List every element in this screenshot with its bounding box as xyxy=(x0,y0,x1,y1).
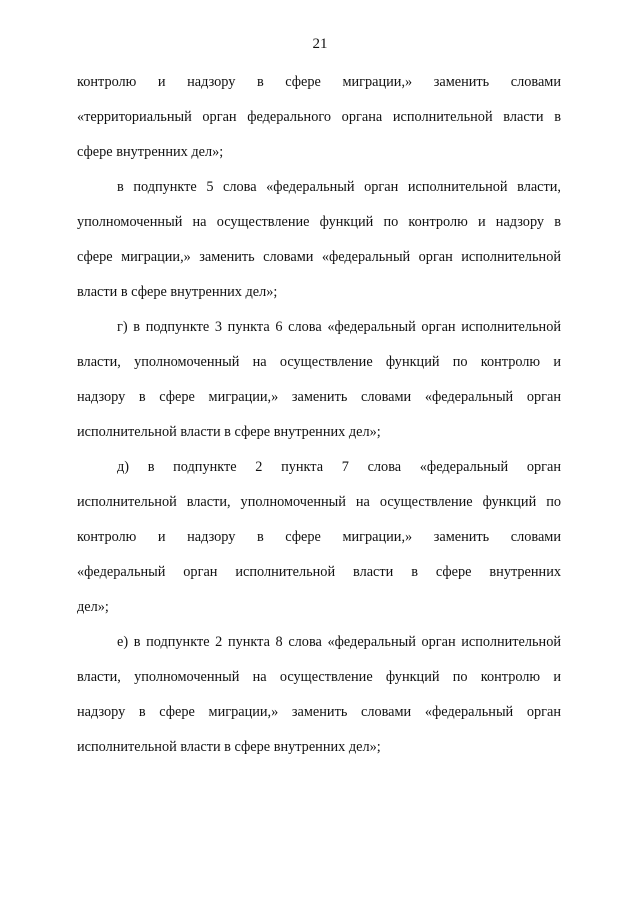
text-line: е) в подпункте 2 пункта 8 слова «федеральный орган исполнительной xyxy=(117,634,561,650)
text-line: власти в сфере внутренних дел»; xyxy=(77,284,278,300)
text-line: сфере внутренних дел»; xyxy=(77,144,224,160)
text-line: контролю и надзору в сфере миграции,» заменить словами xyxy=(77,74,561,90)
text-line: «федеральный орган исполнительной власти в сфере внутренних xyxy=(77,564,561,580)
text-line: сфере миграции,» заменить словами «федеральный орган исполнительной xyxy=(77,249,561,265)
text-line: контролю и надзору в сфере миграции,» заменить словами xyxy=(77,529,561,545)
text-line: надзору в сфере миграции,» заменить словами «федеральный орган xyxy=(77,389,561,405)
text-line: д) в подпункте 2 пункта 7 слова «федеральный орган xyxy=(117,459,561,475)
text-line: исполнительной власти в сфере внутренних дел»; xyxy=(77,424,381,440)
text-line: в подпункте 5 слова «федеральный орган исполнительной власти, xyxy=(117,179,561,195)
text-line: уполномоченный на осуществление функций по контролю и надзору в xyxy=(77,214,561,230)
text-line: власти, уполномоченный на осуществление функций по контролю и xyxy=(77,354,561,370)
text-line: «территориальный орган федерального органа исполнительной власти в xyxy=(77,109,561,125)
text-line: власти, уполномоченный на осуществление функций по контролю и xyxy=(77,669,561,685)
text-line: дел»; xyxy=(77,599,109,615)
text-line: исполнительной власти в сфере внутренних дел»; xyxy=(77,739,381,755)
page-number: 21 xyxy=(312,36,328,52)
text-line: г) в подпункте 3 пункта 6 слова «федеральный орган исполнительной xyxy=(117,319,561,335)
text-line: исполнительной власти, уполномоченный на осуществление функций по xyxy=(77,494,561,510)
text-line: надзору в сфере миграции,» заменить словами «федеральный орган xyxy=(77,704,561,720)
